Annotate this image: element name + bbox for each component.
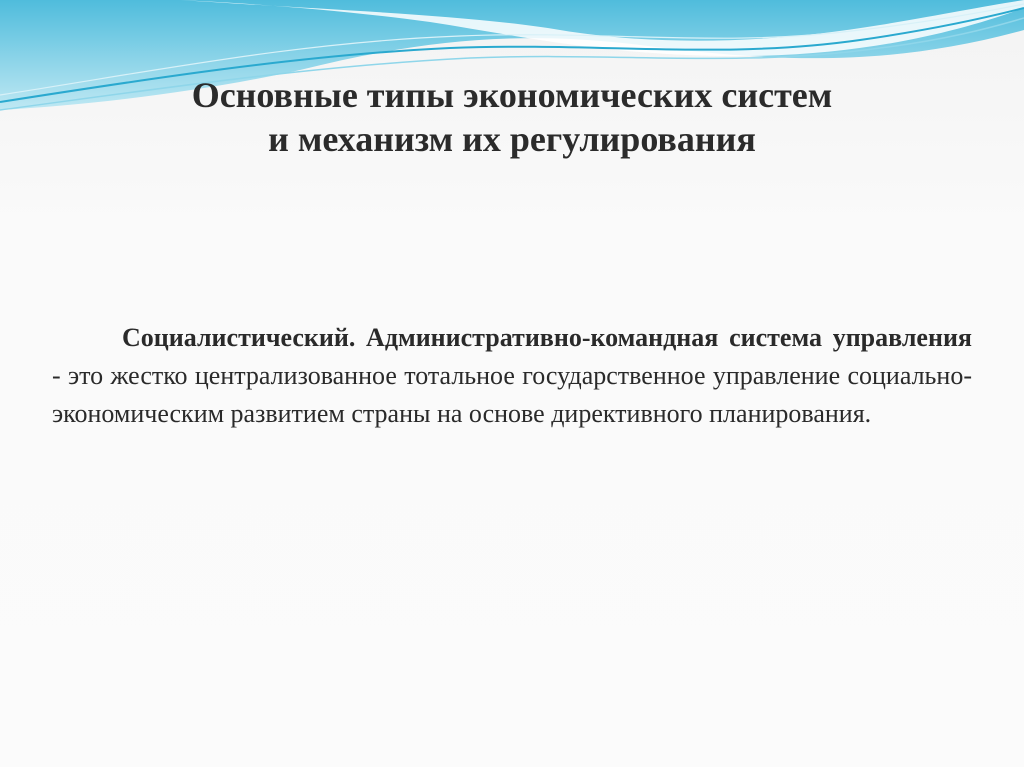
- body-paragraph-rest: - это жестко централизованное тотальное государственное управление социально-экономическим развитием страны на основе директивного планирования.: [52, 361, 972, 428]
- body-paragraph: [52, 319, 972, 433]
- slide-title: [60, 73, 964, 161]
- slide-title-line-2: и механизм их регулирования: [268, 119, 756, 159]
- slide-title-line-1: Основные типы экономических систем: [191, 75, 833, 115]
- body-paragraph-bold-lead: Социалистический. Административно-командная система управления: [122, 323, 972, 352]
